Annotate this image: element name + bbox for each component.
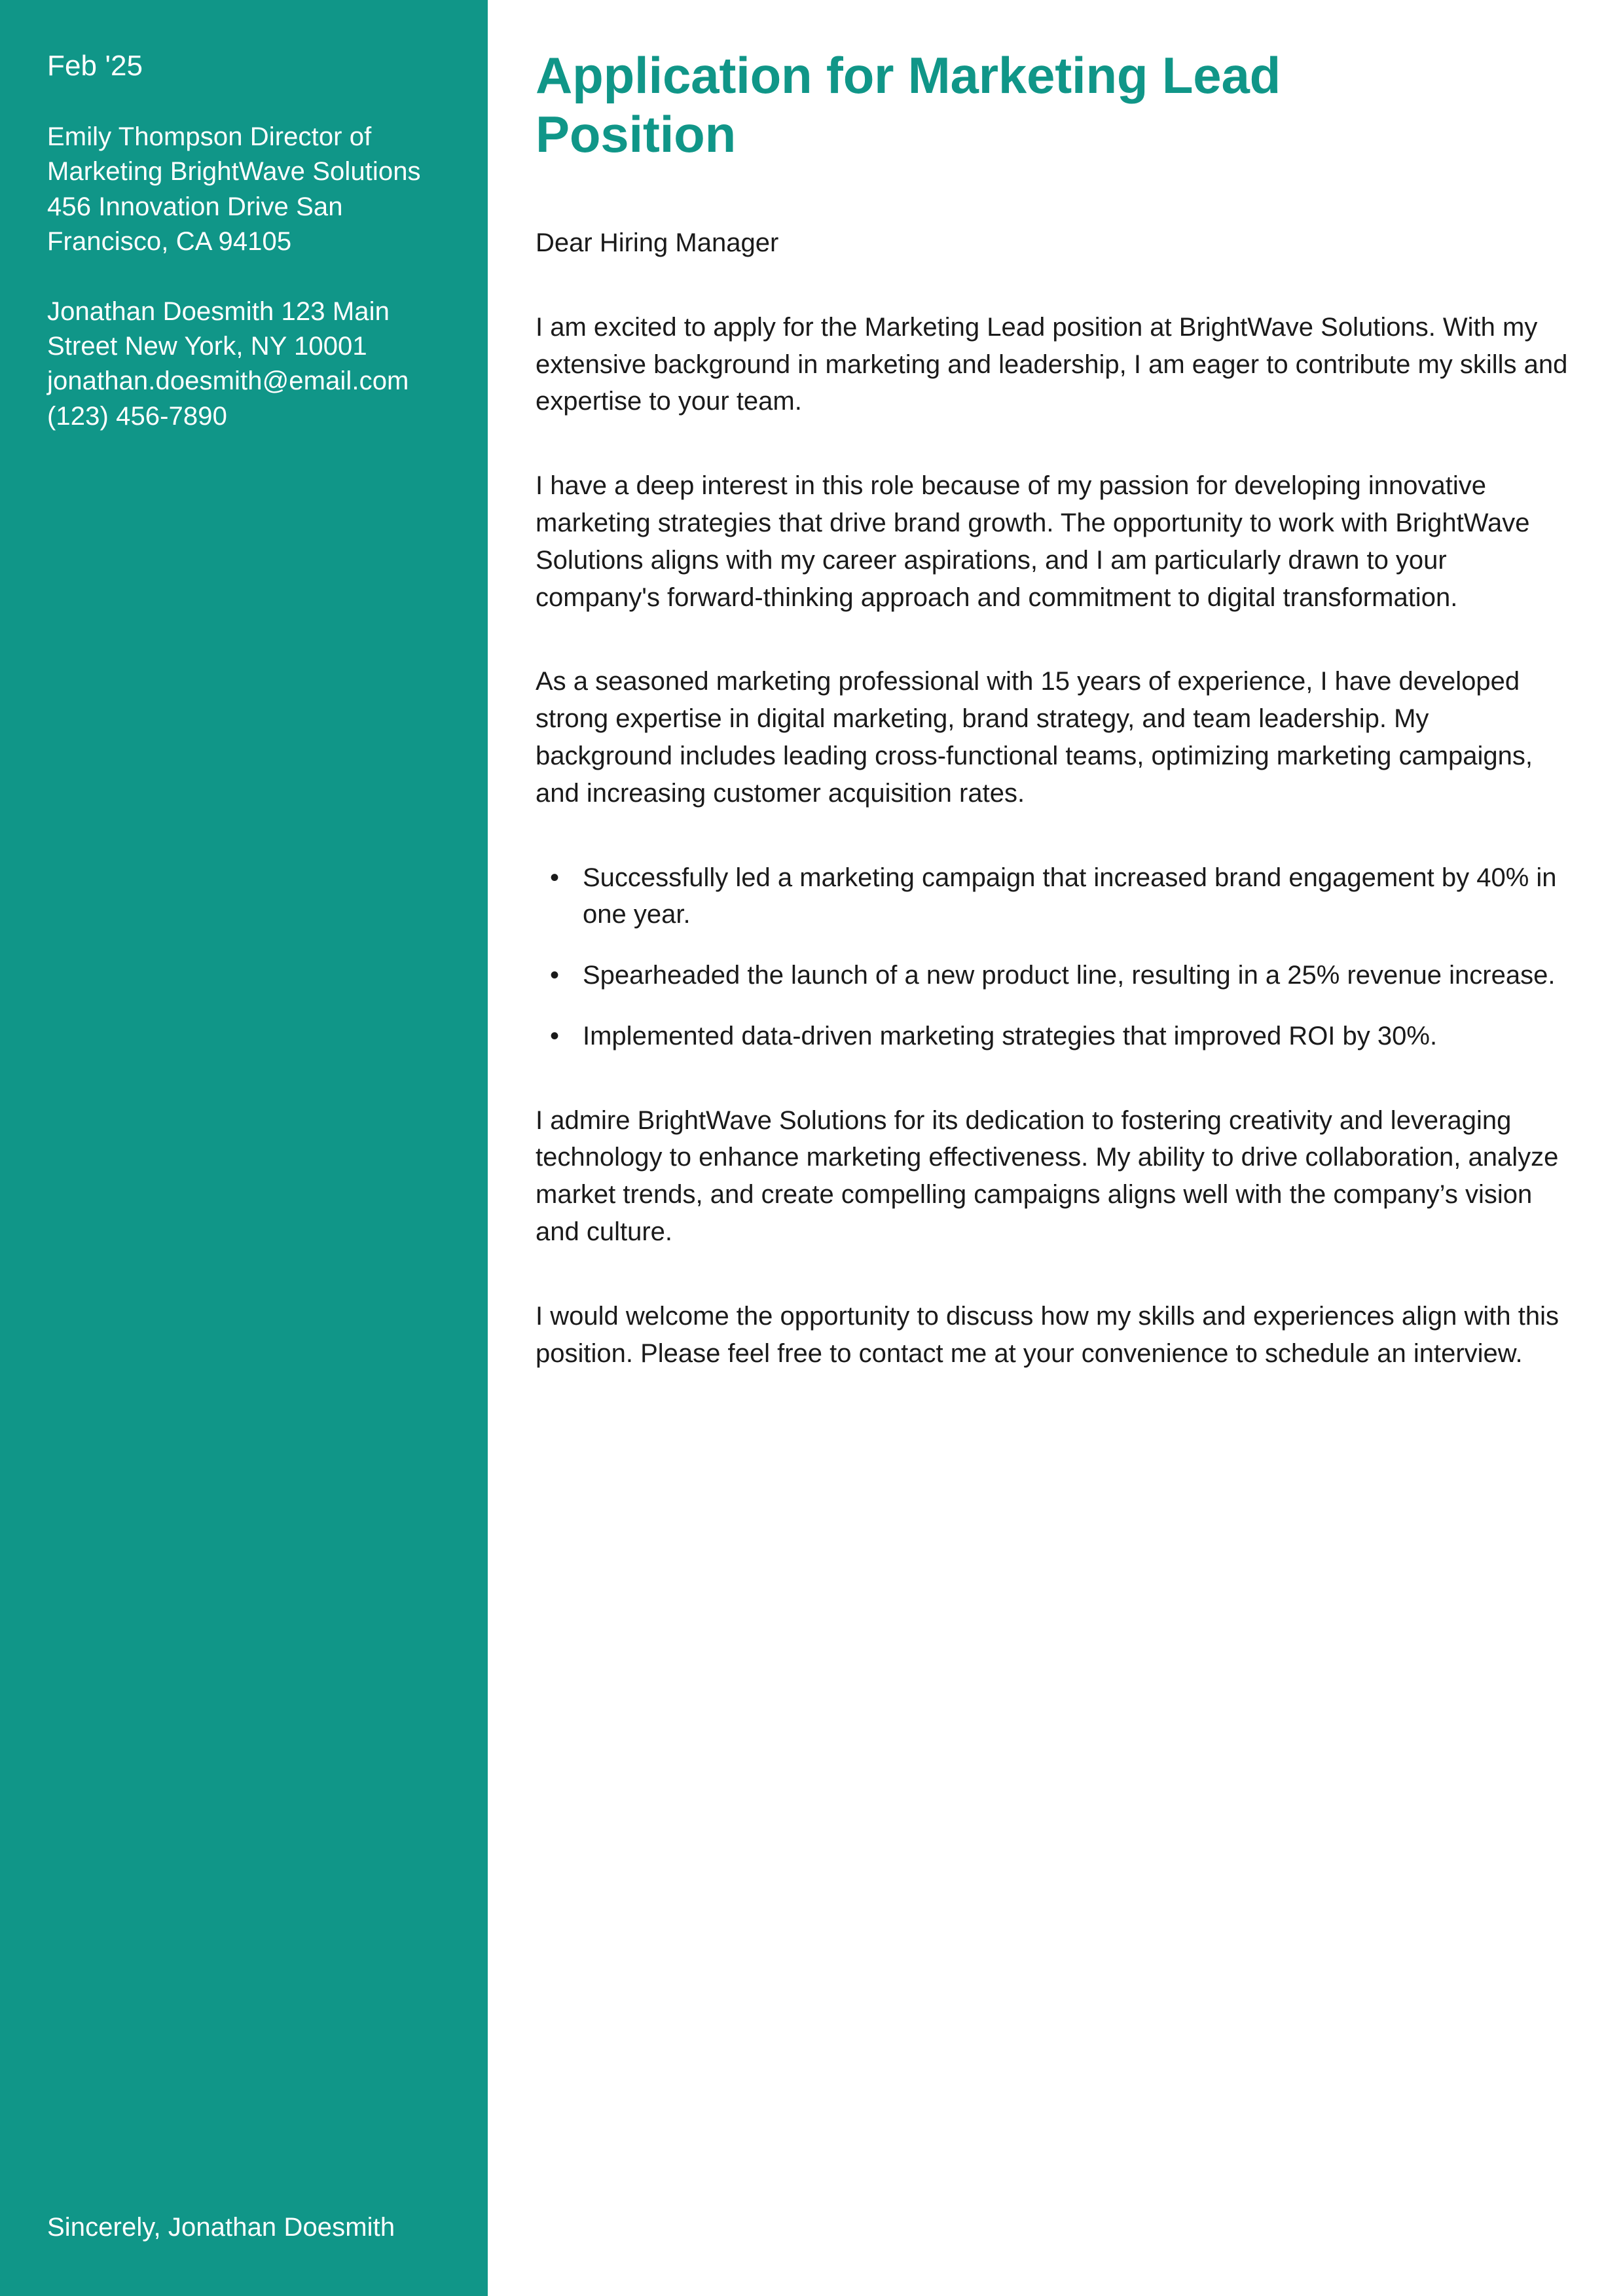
salutation: Dear Hiring Manager: [536, 228, 779, 257]
sidebar-spacer: [47, 469, 464, 2210]
body-paragraph-3: As a seasoned marketing professional with 15 years of experience, I have developed strong expertise in digital marketing, brand strategy, and team leadership. My background includes leading cross-functional teams, optimizing marketing campaigns, and increasing customer acquisition rates.: [536, 667, 1533, 808]
achievements-list: [536, 859, 1571, 1055]
closing-paragraph-1: I admire BrightWave Solutions for its dedication to fostering creativity and leveraging technology to enhance marketing effectiveness. My ability to drive collaboration, analyze market trends, and create compelling campaigns aligns well with the company’s vision and culture.: [536, 1105, 1559, 1247]
bullet-icon: •: [550, 1021, 560, 1050]
bullet-icon: •: [550, 863, 560, 892]
sender-contact-block: Jonathan Doesmith 123 Main Street New York, NY 10001 jonathan.doesmith@email.com (123) 456-7890: [47, 296, 409, 431]
letter-body: [488, 0, 1623, 2296]
body-paragraph-1: I am excited to apply for the Marketing Lead position at BrightWave Solutions. With my extensive background in marketing and leadership, I am eager to contribute my skills and expertise to your team.: [536, 312, 1568, 416]
recipient-address-block: Emily Thompson Director of Marketing BrightWave Solutions 456 Innovation Drive San Francisco, CA 94105: [47, 122, 421, 256]
letter-date: Feb '25: [47, 50, 143, 82]
list-item-label: Successfully led a marketing campaign that increased brand engagement by 40% in one year.: [583, 863, 1557, 929]
body-paragraph-2: I have a deep interest in this role because of my passion for developing innovative marketing strategies that drive brand growth. The opportunity to work with BrightWave Solutions aligns with my career aspirations, and I am particularly drawn to your company's forward-thinking approach and commitment to digital transformation.: [536, 471, 1530, 612]
signature-block: Sincerely, Jonathan Doesmith: [47, 2212, 395, 2242]
list-item-label: Implemented data-driven marketing strategies that improved ROI by 30%.: [583, 1021, 1438, 1050]
sidebar: [0, 0, 488, 2296]
list-item: [536, 957, 1571, 994]
bullet-icon: •: [550, 961, 560, 990]
list-item: [536, 1018, 1571, 1055]
closing-paragraph-2: I would welcome the opportunity to discuss how my skills and experiences align with this position. Please feel free to contact me at your convenience to schedule an interview.: [536, 1301, 1559, 1368]
page-title: Application for Marketing Lead Position: [536, 46, 1281, 164]
list-item-label: Spearheaded the launch of a new product line, resulting in a 25% revenue increase.: [583, 961, 1556, 990]
list-item: [536, 859, 1571, 934]
